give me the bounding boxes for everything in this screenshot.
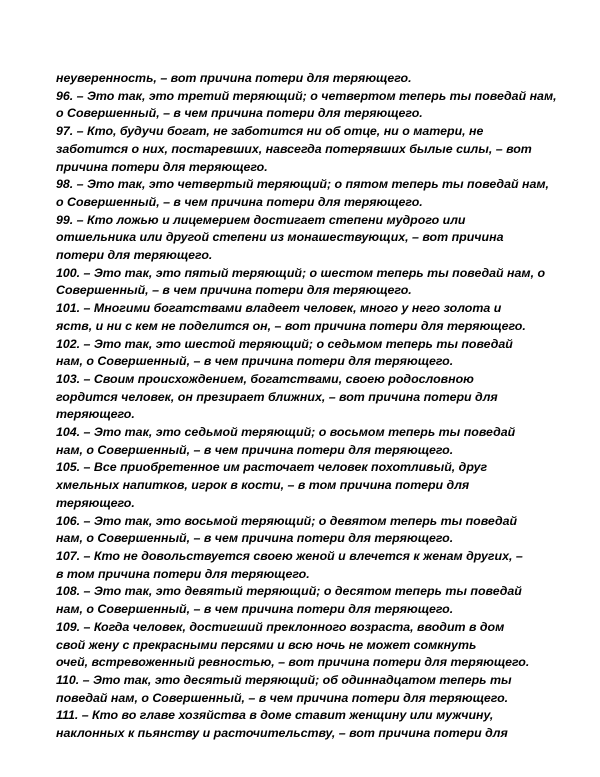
text-line: 106. – Это так, это восьмой теряющий; о девятом теперь ты поведай xyxy=(56,513,518,528)
text-line: причина потери для теряющего. xyxy=(56,159,268,174)
text-line: 104. – Это так, это седьмой теряющий; о восьмом теперь ты поведай xyxy=(56,425,516,440)
text-line: заботится о них, постаревших, навсегда потерявших былые силы, – вот xyxy=(56,141,532,156)
text-line: 111. – Кто во главе хозяйства в доме ставит женщину или мужчину, xyxy=(56,708,494,723)
text-line: нам, о Совершенный, – в чем причина потери для теряющего. xyxy=(56,531,454,546)
text-line: наклонных к пьянству и расточительству, – вот причина потери для xyxy=(56,726,508,741)
text-line: очей, встревоженный ревностью, – вот причина потери для теряющего. xyxy=(56,655,530,670)
text-line: неуверенность, – вот причина потери для теряющего. xyxy=(56,71,412,85)
text-line: 108. – Это так, это девятый теряющий; о десятом теперь ты поведай xyxy=(56,584,522,599)
text-line: поведай нам, о Совершенный, – в чем причина потери для теряющего. xyxy=(56,690,509,705)
text-line: 103. – Своим происхождением, богатствами, своею родословною xyxy=(56,371,474,386)
text-line: гордится человек, он презирает ближних, – вот причина потери для xyxy=(56,389,498,404)
body-text xyxy=(56,70,557,743)
text-line: 101. – Многими богатствами владеет человек, много у него золота и xyxy=(56,301,502,316)
text-line: 97. – Кто, будучи богат, не заботится ни об отце, ни о матери, не xyxy=(56,124,484,139)
text-line: 110. – Это так, это десятый теряющий; об одиннадцатом теперь ты xyxy=(56,672,512,687)
text-line: о Совершенный, – в чем причина потери для теряющего. xyxy=(56,194,423,209)
text-line: теряющего. xyxy=(56,407,135,422)
text-line: в том причина потери для теряющего. xyxy=(56,566,310,581)
text-line: свой жену с прекрасными персями и всю ночь не может сомкнуть xyxy=(56,637,477,652)
text-line: нам, о Совершенный, – в чем причина потери для теряющего. xyxy=(56,602,454,617)
text-line: 100. – Это так, это пятый теряющий; о шестом теперь ты поведай нам, о xyxy=(56,265,546,280)
text-line: 105. – Все приобретенное им расточает человек похотливый, друг xyxy=(56,460,488,475)
text-line: яств, и ни с кем не поделится он, – вот причина потери для теряющего. xyxy=(56,318,526,333)
text-line: 96. – Это так, это третий теряющий; о четвертом теперь ты поведай нам, xyxy=(56,88,557,103)
text-line: о Совершенный, – в чем причина потери для теряющего. xyxy=(56,106,423,121)
text-line: хмельных напитков, игрок в кости, – в том причина потери для xyxy=(56,478,470,493)
text-line: потери для теряющего. xyxy=(56,248,213,263)
text-line: нам, о Совершенный, – в чем причина потери для теряющего. xyxy=(56,442,454,457)
text-line: нам, о Совершенный, – в чем причина потери для теряющего. xyxy=(56,354,454,369)
text-line: 99. – Кто ложью и лицемерием достигает степени мудрого или xyxy=(56,212,466,227)
text-line: Совершенный, – в чем причина потери для теряющего. xyxy=(56,283,412,298)
text-line: 98. – Это так, это четвертый теряющий; о пятом теперь ты поведай нам, xyxy=(56,177,549,192)
text-line: 109. – Когда человек, достигший преклонного возраста, вводит в дом xyxy=(56,619,505,634)
text-line: отшельника или другой степени из монашествующих, – вот причина xyxy=(56,230,504,245)
text-line: теряющего. xyxy=(56,495,135,510)
text-line: 102. – Это так, это шестой теряющий; о седьмом теперь ты поведай xyxy=(56,336,513,351)
text-line: 107. – Кто не довольствуется своею женой и влечется к женам других, – xyxy=(56,548,523,563)
